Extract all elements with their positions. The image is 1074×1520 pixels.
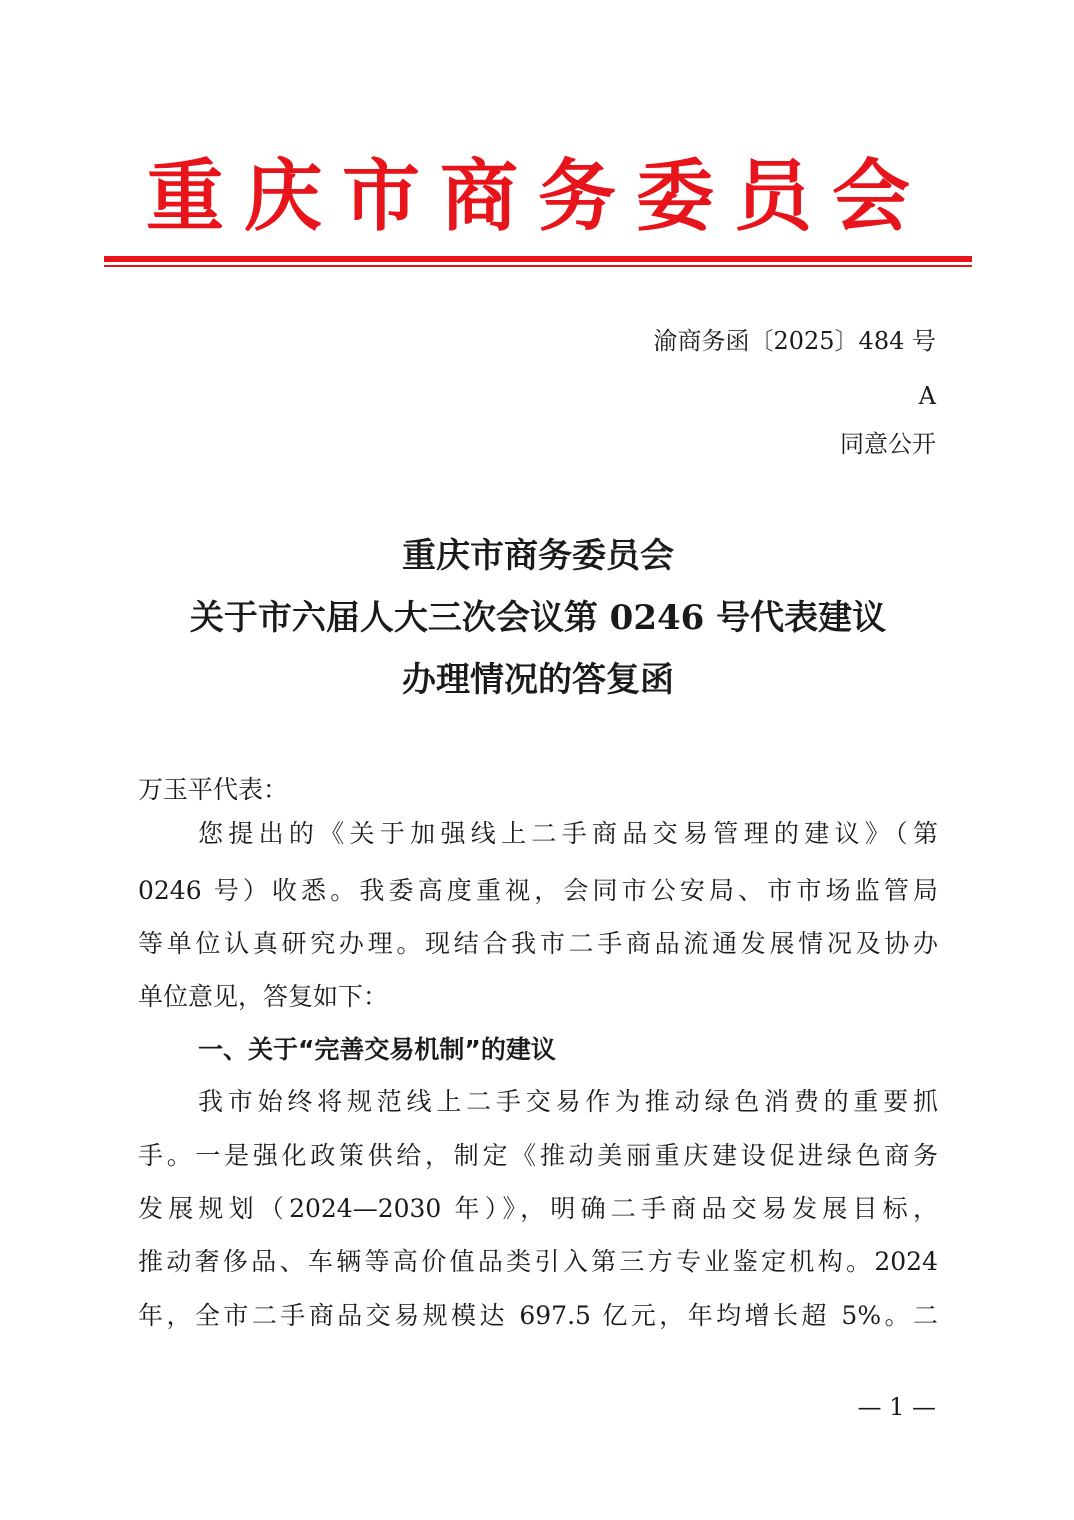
paragraph-line: 单位意见，答复如下： xyxy=(138,982,389,1011)
salutation: 万玉平代表： xyxy=(138,775,289,804)
paragraph-line: 推动奢侈品、车辆等高价值品类引入第三方专业鉴定机构。2024 xyxy=(138,1247,938,1276)
paragraph-line: 年，全市二手商品交易规模达 697.5 亿元，年均增长超 5%。二 xyxy=(138,1301,938,1330)
document-title-line: 办理情况的答复函 xyxy=(402,660,674,700)
paragraph-line: 您提出的《关于加强线上二手商品交易管理的建议》（第 xyxy=(198,819,938,848)
page-number: — 1 — xyxy=(857,1393,936,1421)
paragraph-line: 0246 号）收悉。我委高度重视，会同市公安局、市市场监管局 xyxy=(138,876,938,905)
paragraph-line: 我市始终将规范线上二手交易作为推动绿色消费的重要抓 xyxy=(198,1087,938,1116)
document-number: 渝商务函〔2025〕484 号 xyxy=(653,327,936,355)
paragraph-line: 手。一是强化政策供给，制定《推动美丽重庆建设促进绿色商务 xyxy=(138,1141,938,1170)
paragraph-line: 发展规划（2024—2030 年）》，明确二手商品交易发展目标， xyxy=(138,1194,938,1223)
masthead-title: 重庆市商务委员会 xyxy=(145,151,930,242)
section-heading: 一、关于“完善交易机制”的建议 xyxy=(198,1035,556,1064)
masthead-rule-thin xyxy=(104,265,972,267)
document-title-line: 重庆市商务委员会 xyxy=(402,536,674,576)
publicity-status: 同意公开 xyxy=(840,430,936,458)
classification-mark: A xyxy=(918,382,936,410)
paragraph-line: 等单位认真研究办理。现结合我市二手商品流通发展情况及协办 xyxy=(138,929,938,958)
masthead-rule-thick xyxy=(104,256,972,262)
document-title-line: 关于市六届人大三次会议第 0246 号代表建议 xyxy=(189,598,887,638)
